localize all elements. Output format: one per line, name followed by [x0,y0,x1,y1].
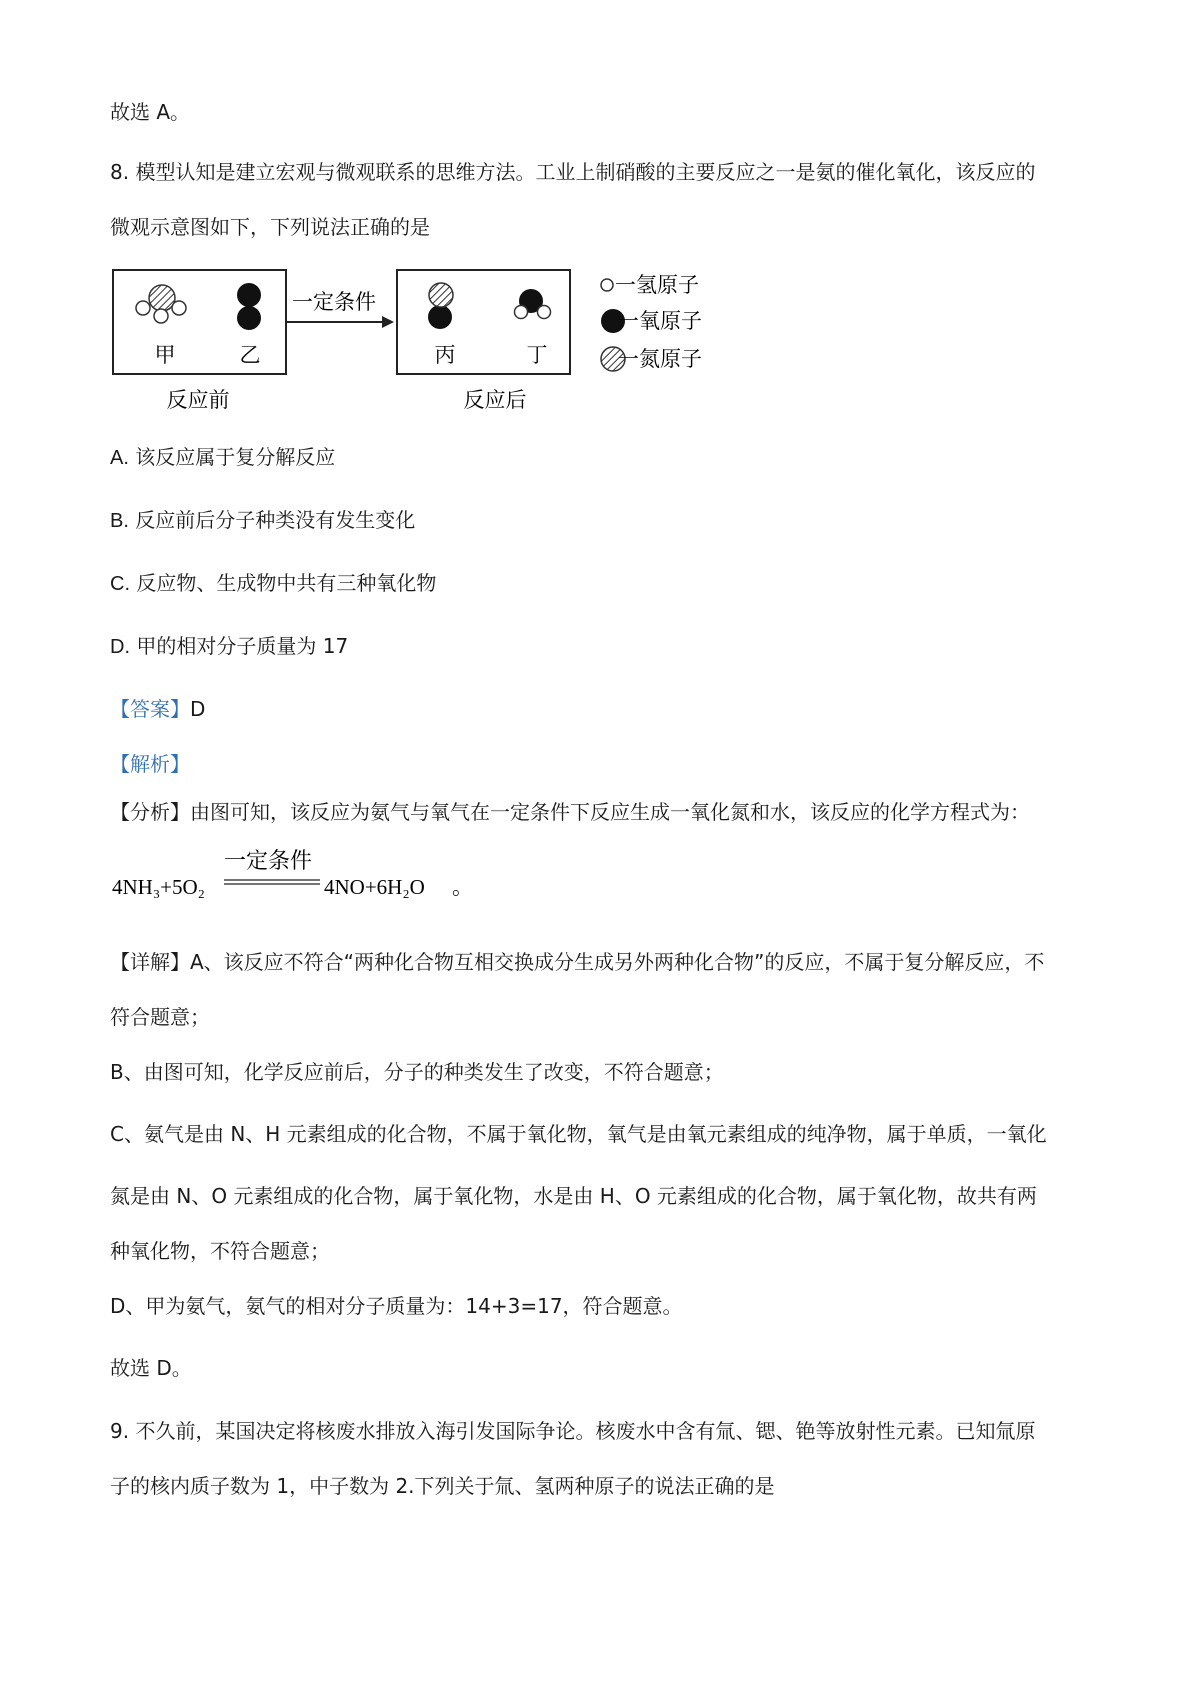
answer-line [110,695,205,723]
legend [601,273,702,371]
question-8-stem-line-2: 微观示意图如下，下列说法正确的是 [110,215,430,239]
nitric-oxide-molecule-icon [428,283,453,329]
detail-line-3: B、由图可知，化学反应前后，分子的种类发生了改变，不符合题意； [110,1060,724,1084]
after-label-bing: 丙 [434,343,456,367]
question-9-line-1: 9. 不久前，某国决定将核废水排放入海引发国际争论。核废水中含有氚、锶、铯等放射性元素。已知氚原 [110,1419,1036,1443]
before-caption: 反应前 [166,388,230,412]
detail-line-4: C、氨气是由 N、H 元素组成的化合物，不属于氧化物，氧气是由氧元素组成的纯净物，属于单质，一氧化 [110,1122,1047,1146]
analysis-line: 【分析】由图可知，该反应为氨气与氧气在一定条件下反应生成一氧化氮和水，该反应的化学方程式为： [110,800,1030,824]
detail-line-6: 种氧化物，不符合题意； [110,1239,330,1263]
water-molecule-icon [515,289,551,319]
final-choice-line: 故选 D。 [110,1356,192,1380]
option-a: A. 该反应属于复分解反应 [110,445,336,469]
option-c: C. 反应物、生成物中共有三种氧化物 [110,571,437,595]
detail-line-2: 符合题意； [110,1005,210,1029]
chemical-equation [110,838,473,908]
option-d: D. 甲的相对分子质量为 17 [110,634,349,658]
legend-nitrogen: 一氮原子 [618,347,702,371]
option-b: B. 反应前后分子种类没有发生变化 [110,508,416,532]
analysis-tag: 【解析】 [110,752,190,776]
after-caption: 反应后 [463,388,527,412]
reaction-micro-diagram [110,265,730,415]
detail-line-1: 【详解】A、该反应不符合“两种化合物互相交换成分生成另外两种化合物”的反应，不属于复分解反应，不 [110,950,1045,974]
question-8-stem-line-1: 8. 模型认知是建立宏观与微观联系的思维方法。工业上制硝酸的主要反应之一是氨的催化氧化，该反应的 [110,160,1036,184]
answer-tag: 【答案】 [110,697,190,721]
equation-products: 4NO+6H₂O [324,875,425,899]
question-9-line-2: 子的核内质子数为 1，中子数为 2.下列关于氚、氢两种原子的说法正确的是 [110,1474,775,1498]
equation-condition: 一定条件 [224,848,313,873]
legend-oxygen: 一氧原子 [618,309,702,333]
detail-line-7: D、甲为氨气，氨气的相对分子质量为：14+3=17，符合题意。 [110,1294,683,1318]
previous-answer-line: 故选 A。 [110,100,191,124]
arrow-condition-label: 一定条件 [292,290,376,314]
ammonia-molecule-icon [136,285,186,323]
before-label-jia: 甲 [154,343,176,367]
equation-end: 。 [452,875,473,899]
oxygen-molecule-icon [237,283,261,330]
after-label-ding: 丁 [526,343,548,367]
equation-reactants: 4NH₃+5O₂ [112,875,205,899]
detail-line-5: 氮是由 N、O 元素组成的化合物，属于氧化物，水是由 H、O 元素组成的化合物，属于氧化物，故共有两 [110,1184,1037,1208]
answer-value: D [190,697,206,721]
hydrogen-atom-icon [601,279,613,291]
legend-hydrogen: 一氢原子 [615,273,699,297]
before-label-yi: 乙 [239,343,261,367]
